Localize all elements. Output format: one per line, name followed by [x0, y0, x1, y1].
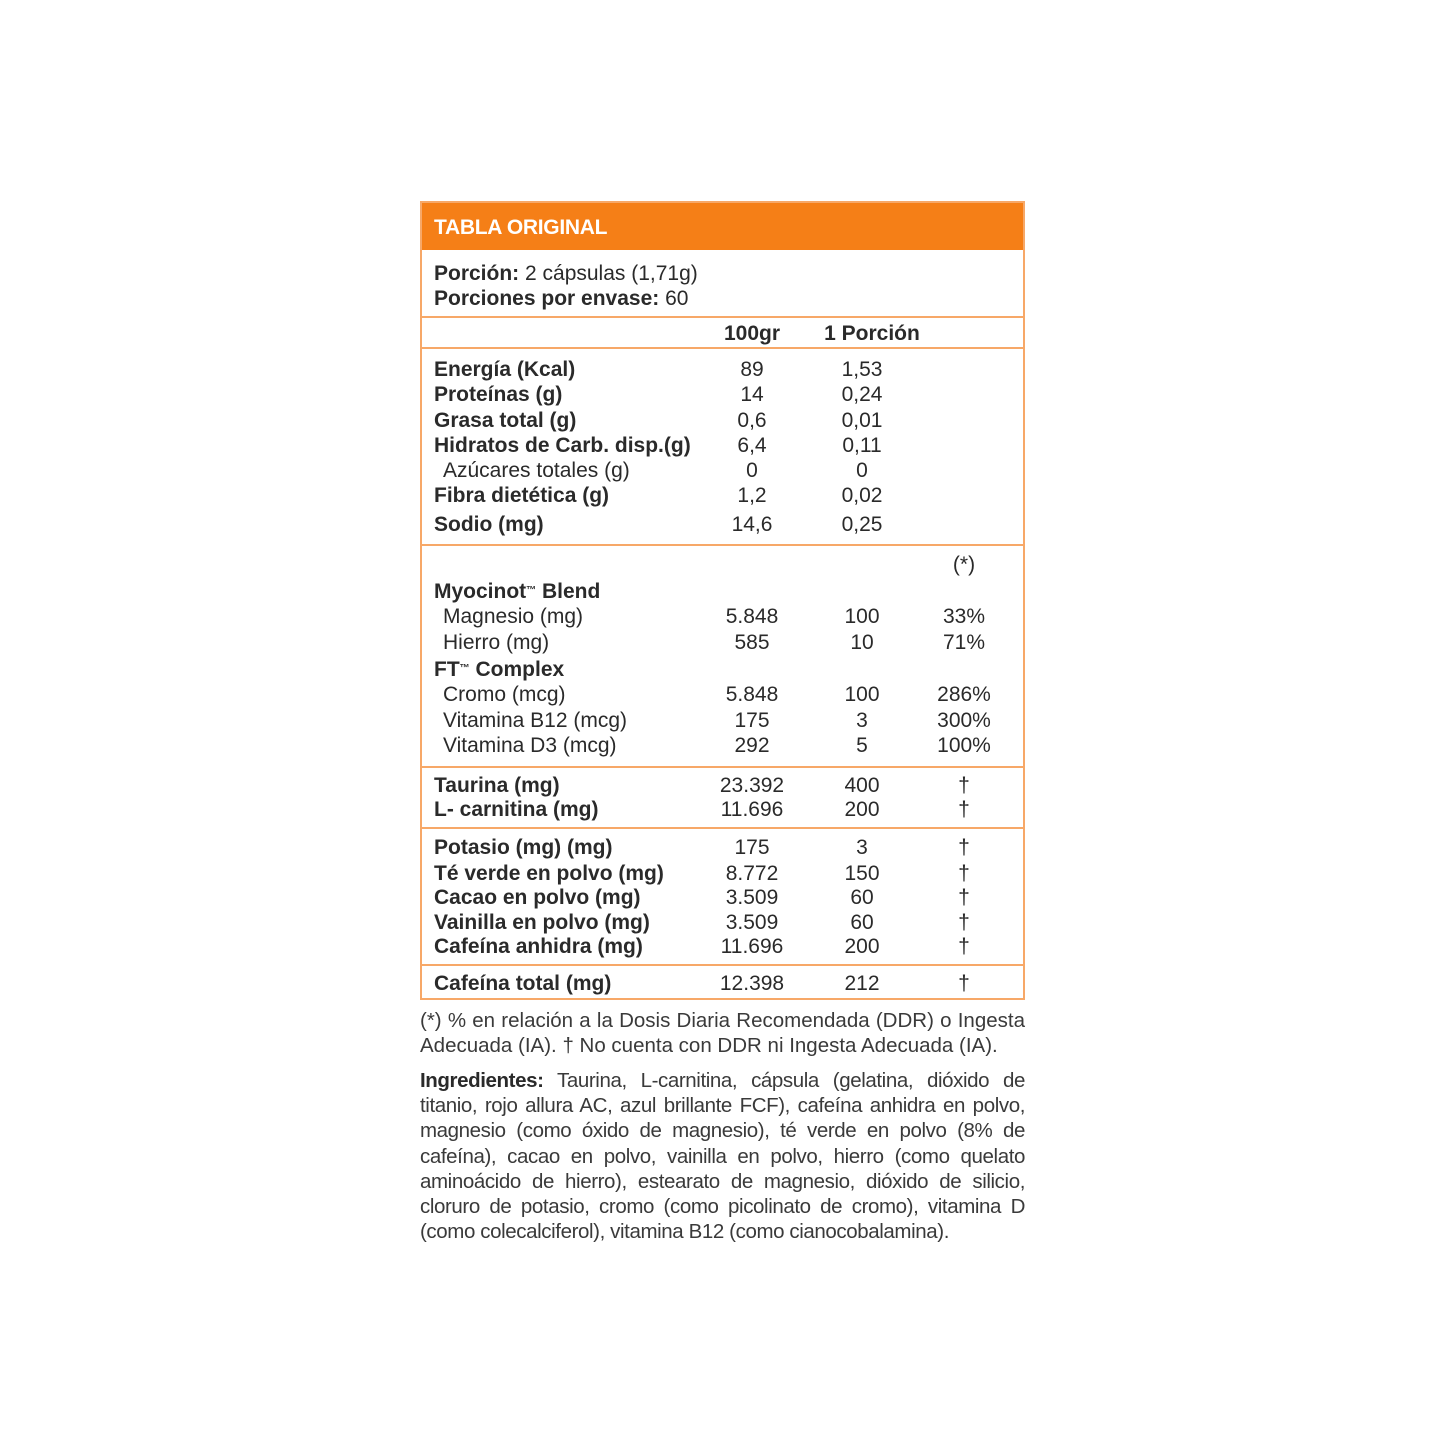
nutrient-value-portion: 0,01 [841, 409, 883, 432]
ingredient-row-value-portion: 60 [850, 886, 874, 909]
complex-item-value-portion: 100 [844, 683, 880, 706]
nutrient-value-100: 1,2 [737, 484, 767, 507]
complex-item-value-100: 5.848 [725, 683, 779, 706]
complex-item-name: Vitamina B12 (mcg) [443, 709, 628, 732]
divider [422, 964, 1023, 966]
ingredient-row-ddr: † [958, 886, 970, 909]
table-title-bar [422, 203, 1023, 250]
nutrient-name: Fibra dietética (g) [434, 484, 610, 507]
blend-item-value-portion: 100 [844, 605, 880, 628]
divider [422, 827, 1023, 829]
blend-item-name: Hierro (mg) [443, 631, 550, 654]
nutrient-value-portion: 0 [856, 459, 868, 482]
ingredients-label: Ingredientes: [420, 1069, 544, 1092]
nutrient-value-100: 0 [746, 459, 758, 482]
ingredients-text: Taurina, L-carnitina, cápsula (gelatina, dióxido de titanio, rojo allura AC, azul brillante FCF), cafeína anhidra en polvo, magnesio (como óxido de magnesio), té verde en polvo (8% de cafeína), cacao en polvo, vainilla en polvo, hierro (como quelato aminoácido de hierro), estearato de magnesio, dióxido de silicio, cloruro de potasio, cromo (como picolinato de cromo), vitamina D (como colecalciferol), vitamina B12 (como cianocobalamina). [420, 1069, 1025, 1244]
nutrient-value-100: 89 [740, 358, 764, 381]
trademark-mark: ™ [526, 585, 537, 596]
nutrient-value-portion: 0,25 [841, 513, 883, 536]
ingredient-row-name: Taurina (mg) [434, 774, 560, 797]
ingredient-row-value-100: 11.696 [720, 798, 784, 821]
ingredient-row-ddr: † [958, 836, 970, 859]
nutrient-name: Grasa total (g) [434, 409, 577, 432]
ingredients-paragraph [420, 1068, 1025, 1244]
blend-item-value-100: 5.848 [725, 605, 779, 628]
ingredient-row-name: L- carnitina (mg) [434, 798, 599, 821]
total-caffeine-ddr: † [958, 972, 970, 995]
complex-item-name: Cromo (mcg) [443, 683, 566, 706]
divider [422, 316, 1023, 318]
total-caffeine-value-100: 12.398 [719, 972, 785, 995]
complex-item-value-portion: 5 [856, 734, 868, 757]
ingredient-row-value-100: 23.392 [719, 774, 785, 797]
ingredient-row-value-portion: 200 [844, 798, 880, 821]
complex-item-value-100: 175 [734, 709, 770, 732]
ingredient-row-value-100: 3.509 [725, 911, 779, 934]
portion-value: 2 cápsulas (1,71g) [519, 262, 698, 285]
ingredient-row-name: Potasio (mg) (mg) [434, 836, 613, 859]
ingredient-row-name: Cafeína anhidra (mg) [434, 935, 643, 958]
ingredient-row-value-portion: 3 [856, 836, 868, 859]
ingredient-row-value-100: 8.772 [725, 862, 779, 885]
portion-line [434, 261, 698, 286]
ingredient-row-name: Vainilla en polvo (mg) [434, 911, 650, 934]
portions-per-pack-value: 60 [659, 287, 689, 310]
ingredient-row-value-100: 175 [734, 836, 770, 859]
complex-item-ddr: 286% [937, 683, 991, 706]
ingredient-row-value-portion: 400 [844, 774, 880, 797]
divider [422, 544, 1023, 546]
nutrient-name: Energía (Kcal) [434, 358, 576, 381]
complex-item-name: Vitamina D3 (mcg) [443, 734, 617, 757]
complex-name: FT [434, 658, 460, 681]
nutrient-name: Azúcares totales (g) [443, 459, 630, 482]
nutrient-name: Proteínas (g) [434, 383, 563, 406]
blend-suffix: Blend [536, 580, 601, 603]
table-title: TABLA ORIGINAL [434, 216, 608, 239]
portions-per-pack-label: Porciones por envase: [434, 287, 660, 310]
complex-item-value-portion: 3 [856, 709, 868, 732]
ingredient-row-ddr: † [958, 798, 970, 821]
complex-item-ddr: 100% [937, 734, 991, 757]
nutrient-name: Hidratos de Carb. disp.(g) [434, 434, 691, 457]
complex-item-value-100: 292 [734, 734, 770, 757]
blend-item-value-portion: 10 [850, 631, 874, 654]
nutrient-value-portion: 0,02 [841, 484, 883, 507]
nutrient-value-portion: 1,53 [841, 358, 883, 381]
ingredient-row-name: Cacao en polvo (mg) [434, 886, 641, 909]
blend-item-name: Magnesio (mg) [443, 605, 584, 628]
ingredient-row-ddr: † [958, 911, 970, 934]
portion-label: Porción: [434, 262, 520, 285]
column-header-portion: 1 Porción [824, 322, 920, 345]
ingredient-row-ddr: † [958, 935, 970, 958]
ingredient-row-value-100: 3.509 [725, 886, 779, 909]
ingredient-row-value-portion: 150 [844, 862, 880, 885]
blend-name: Myocinot [434, 580, 527, 603]
blend-item-ddr: 71% [942, 631, 986, 654]
blend-item-value-100: 585 [734, 631, 770, 654]
nutrient-value-100: 0,6 [737, 409, 767, 432]
portions-per-pack-line [434, 286, 688, 311]
nutrition-table [420, 201, 1025, 1000]
ingredient-row-ddr: † [958, 862, 970, 885]
nutrient-value-100: 6,4 [737, 434, 767, 457]
complex-suffix: Complex [469, 658, 565, 681]
column-header-ddr: (*) [952, 553, 976, 576]
blend-heading [434, 579, 600, 604]
total-caffeine-name: Cafeína total (mg) [434, 972, 612, 995]
ingredient-row-value-portion: 60 [850, 911, 874, 934]
ingredient-row-value-portion: 200 [844, 935, 880, 958]
footnote: (*) % en relación a la Dosis Diaria Recomendada (DDR) o Ingesta Adecuada (IA). † No cuenta con DDR ni Ingesta Adecuada (IA). [420, 1009, 1025, 1057]
nutrient-value-portion: 0,11 [842, 434, 882, 457]
ingredient-row-value-100: 11.696 [720, 935, 784, 958]
nutrient-name: Sodio (mg) [434, 513, 544, 536]
total-caffeine-value-portion: 212 [844, 972, 880, 995]
nutrient-value-portion: 0,24 [841, 383, 883, 406]
complex-heading [434, 657, 564, 682]
blend-item-ddr: 33% [942, 605, 986, 628]
nutrient-value-100: 14,6 [731, 513, 773, 536]
column-header-100gr: 100gr [723, 322, 781, 345]
ingredient-row-name: Té verde en polvo (mg) [434, 862, 664, 885]
divider [422, 347, 1023, 349]
nutrient-value-100: 14 [740, 383, 764, 406]
trademark-mark: ™ [459, 663, 470, 674]
ingredient-row-ddr: † [958, 774, 970, 797]
divider [422, 766, 1023, 768]
complex-item-ddr: 300% [937, 709, 991, 732]
